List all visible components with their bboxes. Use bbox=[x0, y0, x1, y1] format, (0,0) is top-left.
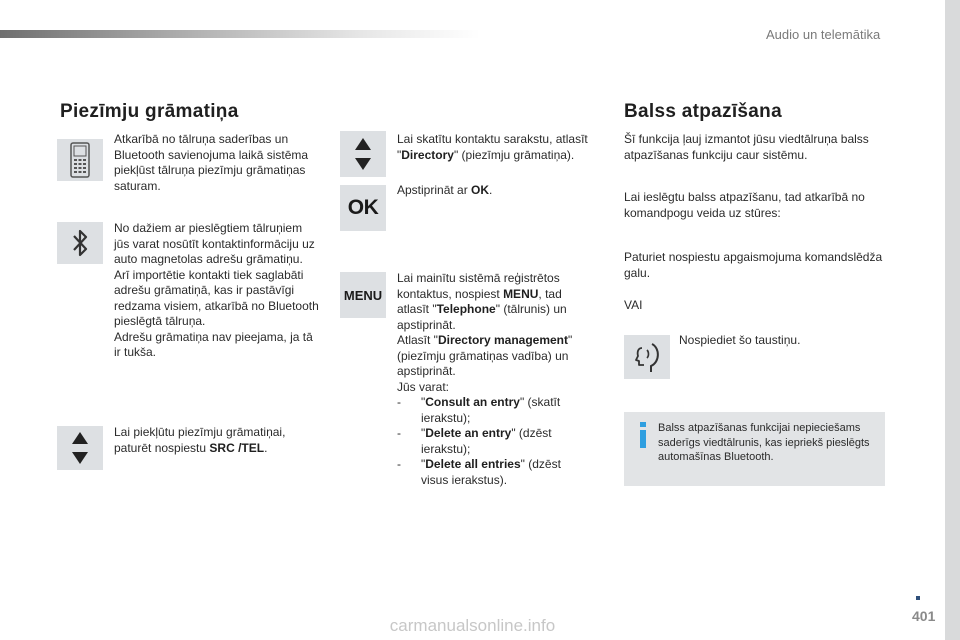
menu-p2-a: Atlasīt " bbox=[397, 333, 438, 347]
src-tel-key: SRC /TEL bbox=[209, 440, 265, 455]
or-label: VAI bbox=[624, 298, 643, 312]
voice-intro-text: Šī funkcija ļauj izmantot jūsu viedtālruņa balss atpazīšanas funkciju caur sistēmu. bbox=[624, 132, 869, 162]
menu-p1-e: " (tālrunis) un apstiprināt. bbox=[397, 302, 567, 332]
ok-button-icon: OK bbox=[347, 196, 379, 219]
ok-text-a: Apstiprināt ar bbox=[397, 183, 472, 197]
list-item-text bbox=[421, 457, 582, 488]
arrows-icon-box-middle bbox=[340, 131, 386, 177]
list-item bbox=[397, 395, 582, 426]
list-item-text bbox=[421, 395, 582, 426]
bluetooth-line-3: Adrešu grāmatiņa nav pieejama, ja tā ir tukša. bbox=[114, 329, 313, 359]
section-title-phonebook: Piezīmju grāmatiņa bbox=[60, 101, 239, 122]
menu-instructions bbox=[397, 271, 582, 488]
menu-paragraph-2 bbox=[397, 333, 582, 380]
bluetooth-line-2: Arī importētie kontakti tiek saglabāti adrešu grāmatiņā, kas ir pastāvīgi redzama visiem, atkarībā no Bluetooth pieslēgtā tālruņa. bbox=[114, 267, 319, 328]
voice-icon-box bbox=[624, 335, 670, 379]
arrows-icon-box-left bbox=[57, 426, 103, 470]
ok-keyword: OK bbox=[471, 183, 490, 197]
directory-select-text bbox=[397, 132, 597, 163]
ok-confirm-text bbox=[397, 183, 597, 199]
src-tel-text-end: . bbox=[264, 440, 268, 455]
menu-p2-directory-management: Directory management bbox=[437, 333, 568, 347]
phone-icon-box bbox=[57, 139, 103, 181]
voice-hold-stalk-text: Paturiet nospiestu apgaismojuma komandslēdža galu. bbox=[624, 250, 883, 280]
quote: " bbox=[421, 457, 426, 471]
bluetooth-icon-box bbox=[57, 222, 103, 264]
page-edge-strip bbox=[945, 0, 960, 640]
phonebook-access-text: Atkarībā no tālruņa saderības un Bluetooth savienojuma laikā sistēma piekļūst tālruņa piezīmju grāmatiņas saturam. bbox=[114, 132, 309, 193]
menu-p1-telephone: Telephone bbox=[436, 302, 496, 316]
list-dash: - bbox=[397, 395, 401, 409]
quote: " bbox=[421, 426, 426, 440]
menu-button-icon-box bbox=[340, 272, 386, 318]
phone-icon bbox=[69, 142, 91, 178]
menu-p1-a: Lai mainītu sistēmā reģistrētos kontaktus, nospiest bbox=[397, 271, 560, 301]
directory-text-b: " (piezīmju grāmatiņa). bbox=[453, 147, 575, 162]
header-gradient-bar bbox=[0, 30, 480, 38]
list-item-text bbox=[421, 426, 582, 457]
option-delete-desc: " (dzēst ierakstu); bbox=[421, 426, 552, 456]
menu-p2-c: " (piezīmju grāmatiņas vadība) un apstiprināt. bbox=[397, 333, 573, 378]
menu-p1-c: , tad atlasīt " bbox=[397, 286, 562, 316]
src-tel-text bbox=[114, 425, 319, 456]
list-dash: - bbox=[397, 426, 401, 440]
ok-button-icon-box bbox=[340, 185, 386, 231]
voice-button-text: Nospiediet šo taustiņu. bbox=[679, 333, 801, 347]
src-tel-text-a: Lai piekļūtu piezīmju grāmatiņai, paturēt nospiestu bbox=[114, 425, 286, 455]
section-title-voice-recognition: Balss atpazīšana bbox=[624, 101, 782, 122]
section-label: Audio un telemātika bbox=[766, 27, 881, 42]
option-delete-all-desc: " (dzēst visus ierakstus). bbox=[421, 457, 561, 487]
menu-p1-key: MENU bbox=[503, 286, 539, 301]
voice-command-icon bbox=[630, 340, 664, 374]
menu-paragraph-1 bbox=[397, 271, 582, 333]
option-consult: Consult an entry bbox=[425, 395, 520, 409]
menu-button-icon: MENU bbox=[343, 287, 383, 303]
list-item bbox=[397, 457, 582, 488]
option-consult-desc: " (skatīt ierakstu); bbox=[421, 395, 561, 425]
ok-text-end: . bbox=[489, 183, 493, 197]
watermark: carmanualsonline.info bbox=[389, 616, 556, 635]
bluetooth-icon bbox=[72, 228, 88, 258]
list-item bbox=[397, 426, 582, 457]
bluetooth-line-1: No dažiem ar pieslēgtiem tālruņiem jūs varat nosūtīt kontaktinformāciju uz auto magnetolas adrešu grāmatiņu. bbox=[114, 221, 315, 266]
up-down-arrows-icon bbox=[70, 430, 90, 466]
page-marker bbox=[916, 596, 920, 600]
page-number: 401 bbox=[912, 608, 936, 624]
info-icon bbox=[637, 422, 651, 448]
option-delete-all: Delete all entries bbox=[425, 457, 521, 471]
directory-keyword: Directory bbox=[401, 147, 454, 162]
quote: " bbox=[421, 395, 426, 409]
menu-paragraph-3: Jūs varat: bbox=[397, 379, 450, 394]
directory-text-a: Lai skatītu kontaktu sarakstu, atlasīt " bbox=[397, 132, 588, 162]
bluetooth-contacts-text bbox=[114, 221, 319, 361]
voice-activation-text: Lai ieslēgtu balss atpazīšanu, tad atkarībā no komandpogu veida uz stūres: bbox=[624, 190, 865, 220]
list-dash: - bbox=[397, 457, 401, 471]
up-down-arrows-icon bbox=[353, 136, 373, 172]
option-delete: Delete an entry bbox=[425, 426, 512, 440]
info-text: Balss atpazīšanas funkcijai nepieciešams saderīgs viedtālrunis, kas iepriekš pieslēgts automašīnas Bluetooth. bbox=[658, 422, 870, 463]
